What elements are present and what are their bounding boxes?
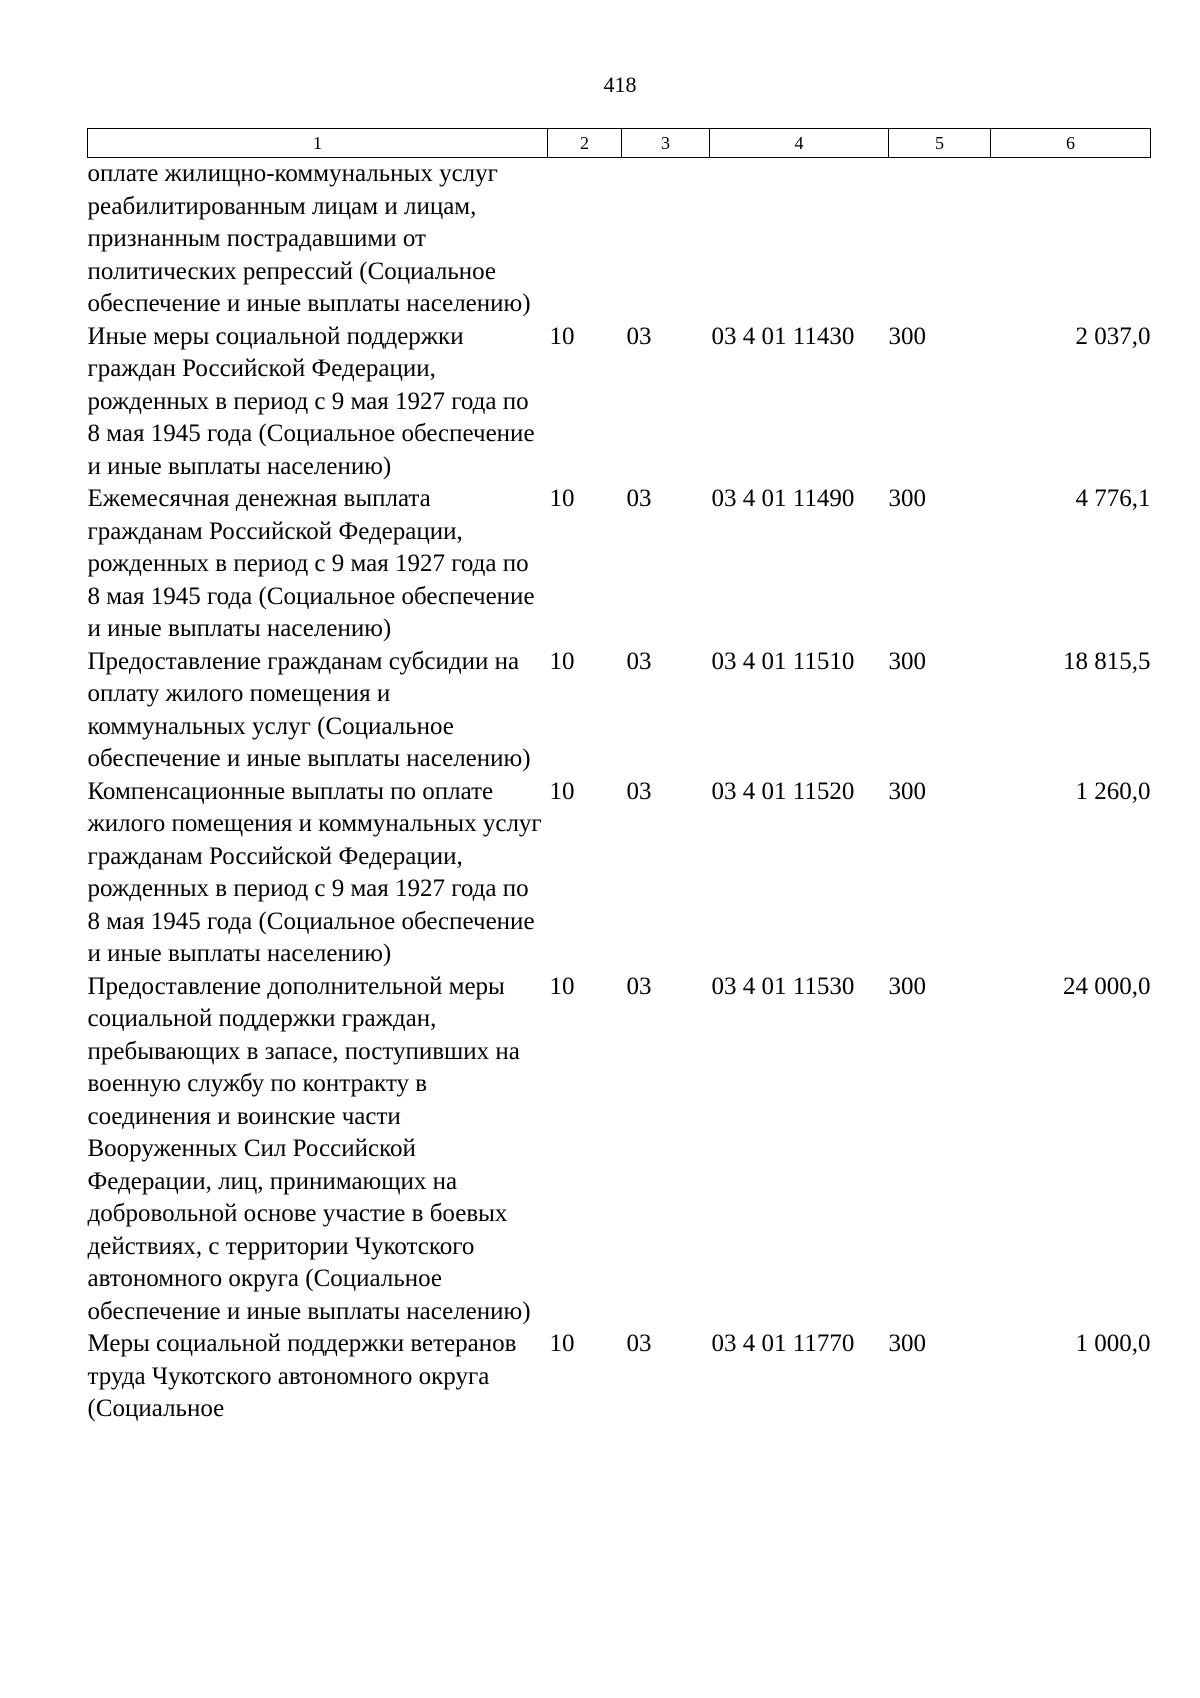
row-description: Предоставление дополнительной меры социальной поддержки граждан, пребывающих в запасе, поступивших на военную службу по контракту в соединения и воинские части Вооруженных Сил Российской Федерации, лиц, принимающих на добровольной основе участие в боевых действиях, с территории Чукотского автономного округа (Социальное обеспечение и иные выплаты населению) [87,972,531,1325]
row-expense-type-code [889,158,991,321]
table-row [88,321,1151,484]
row-section-code: 10 [549,777,575,805]
row-target-article-code: 03 4 01 11530 [711,972,855,1000]
row-description: Ежемесячная денежная выплата гражданам Российской Федерации, рожденных в период с 9 мая 1927 года по 8 мая 1945 года (Социальное обеспечение и иные выплаты населению) [87,485,535,642]
row-amount: 2 037,0 [1075,322,1151,350]
page-number: 418 [603,72,637,97]
row-section-code: 10 [549,485,575,512]
table-row [88,1328,1151,1426]
row-amount: 18 815,5 [1063,647,1151,675]
row-section-code [548,158,622,321]
row-amount: 4 776,1 [1075,485,1151,512]
row-expense-type-code: 300 [888,485,926,512]
row-subsection-code [622,158,710,321]
table-row [88,776,1151,971]
row-subsection-code: 03 [626,485,652,512]
row-subsection-code: 03 [626,322,652,350]
row-subsection-code: 03 [626,1330,652,1357]
table-row [88,483,1151,646]
column-header-4: 4 [710,129,889,158]
row-description: Меры социальной поддержки ветеранов труда Чукотского автономного округа (Социальное [87,1330,517,1422]
row-expense-type-code: 300 [888,322,926,350]
row-expense-type-code: 300 [888,1330,926,1357]
row-target-article-code: 03 4 01 11430 [711,322,855,350]
column-header-1: 1 [88,129,548,158]
row-target-article-code: 03 4 01 11510 [711,647,855,675]
table-body [88,158,1151,1426]
row-amount [991,158,1151,321]
table-header [88,129,1151,158]
row-target-article-code: 03 4 01 11520 [711,777,855,805]
budget-table [87,128,1151,1426]
row-amount: 1 260,0 [1075,777,1151,805]
column-header-2: 2 [548,129,622,158]
row-amount: 24 000,0 [1063,972,1151,1000]
column-header-5: 5 [889,129,991,158]
table-row [88,158,1151,321]
row-section-code: 10 [549,972,575,1000]
row-subsection-code: 03 [626,647,652,675]
row-description: Компенсационные выплаты по оплате жилого помещения и коммунальных услуг гражданам Российской Федерации, рожденных в период с 9 мая 1927 года по 8 мая 1945 года (Социальное обеспечение и иные выплаты населению) [87,777,542,967]
column-header-6: 6 [991,129,1151,158]
row-section-code: 10 [549,1330,575,1357]
row-subsection-code: 03 [626,777,652,805]
row-subsection-code: 03 [626,972,652,1000]
row-expense-type-code: 300 [888,647,926,675]
row-description: Иные меры социальной поддержки граждан Российской Федерации, рожденных в период с 9 мая 1927 года по 8 мая 1945 года (Социальное обеспечение и иные выплаты населению) [87,322,535,480]
row-expense-type-code: 300 [888,777,926,805]
row-description: оплате жилищно-коммунальных услуг реабилитированным лицам и лицам, признанным пострадавшими от политических репрессий (Социальное обеспечение и иные выплаты населению) [87,160,531,317]
row-amount: 1 000,0 [1075,1330,1151,1357]
row-expense-type-code: 300 [888,972,926,1000]
row-target-article-code [710,158,889,321]
row-section-code: 10 [549,647,575,675]
table-row [88,971,1151,1329]
row-description: Предоставление гражданам субсидии на оплату жилого помещения и коммунальных услуг (Социальное обеспечение и иные выплаты населению) [87,647,531,772]
table-row [88,646,1151,776]
row-target-article-code: 03 4 01 11490 [711,485,855,512]
column-header-3: 3 [622,129,710,158]
row-section-code: 10 [549,322,575,350]
row-target-article-code: 03 4 01 11770 [711,1330,855,1357]
header-row [88,129,1151,158]
